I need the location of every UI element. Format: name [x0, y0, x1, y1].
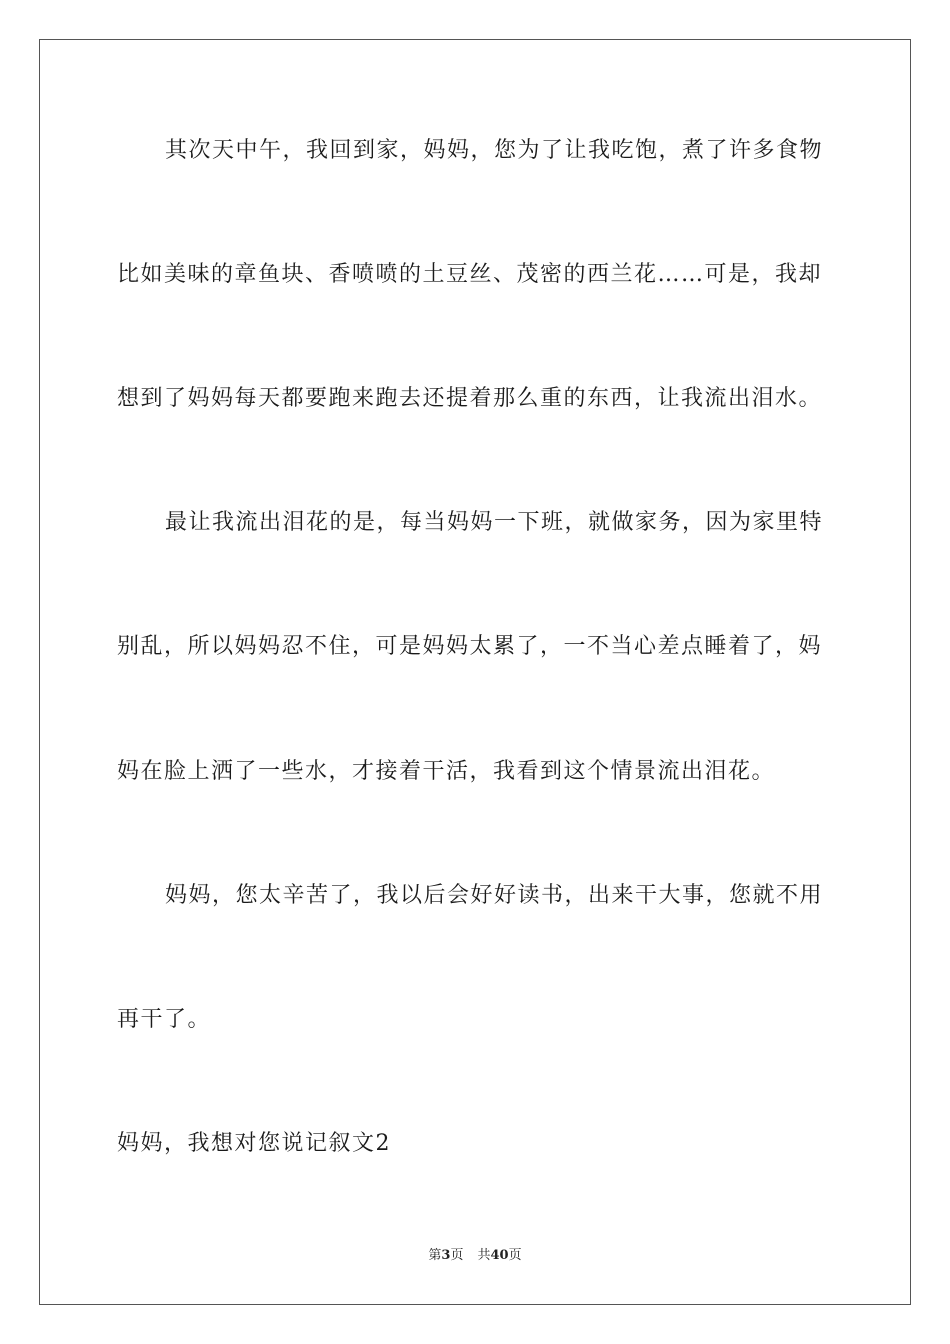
paragraph-line: 最让我流出泪花的是，每当妈妈一下班，就做家务，因为家里特 [165, 510, 824, 535]
section-heading: 妈妈，我想对您说记叙文2 [117, 1131, 391, 1156]
total-pages-number: 40 [490, 1248, 509, 1263]
page-footer [0, 1247, 950, 1265]
page-label-suffix: 页 [450, 1248, 464, 1263]
total-label-suffix: 页 [508, 1248, 522, 1263]
paragraph-line: 其次天中午，我回到家，妈妈，您为了让我吃饱，煮了许多食物 [165, 138, 824, 163]
total-label-prefix: 共 [477, 1248, 491, 1263]
paragraph-line: 别乱，所以妈妈忍不住，可是妈妈太累了，一不当心差点睡着了，妈 [117, 634, 823, 659]
paragraph-line: 妈在脸上洒了一些水，才接着干活，我看到这个情景流出泪花。 [117, 759, 776, 784]
paragraph-line: 想到了妈妈每天都要跑来跑去还提着那么重的东西，让我流出泪水。 [117, 386, 823, 411]
current-page-number: 3 [441, 1248, 451, 1263]
page-label-prefix: 第 [428, 1248, 442, 1263]
paragraph-line: 妈妈，您太辛苦了，我以后会好好读书，出来干大事，您就不用 [165, 883, 824, 908]
paragraph-line: 比如美味的章鱼块、香喷喷的土豆丝、茂密的西兰花……可是，我却 [117, 262, 823, 287]
page-border [39, 39, 911, 1305]
paragraph-line: 再干了。 [117, 1007, 212, 1032]
